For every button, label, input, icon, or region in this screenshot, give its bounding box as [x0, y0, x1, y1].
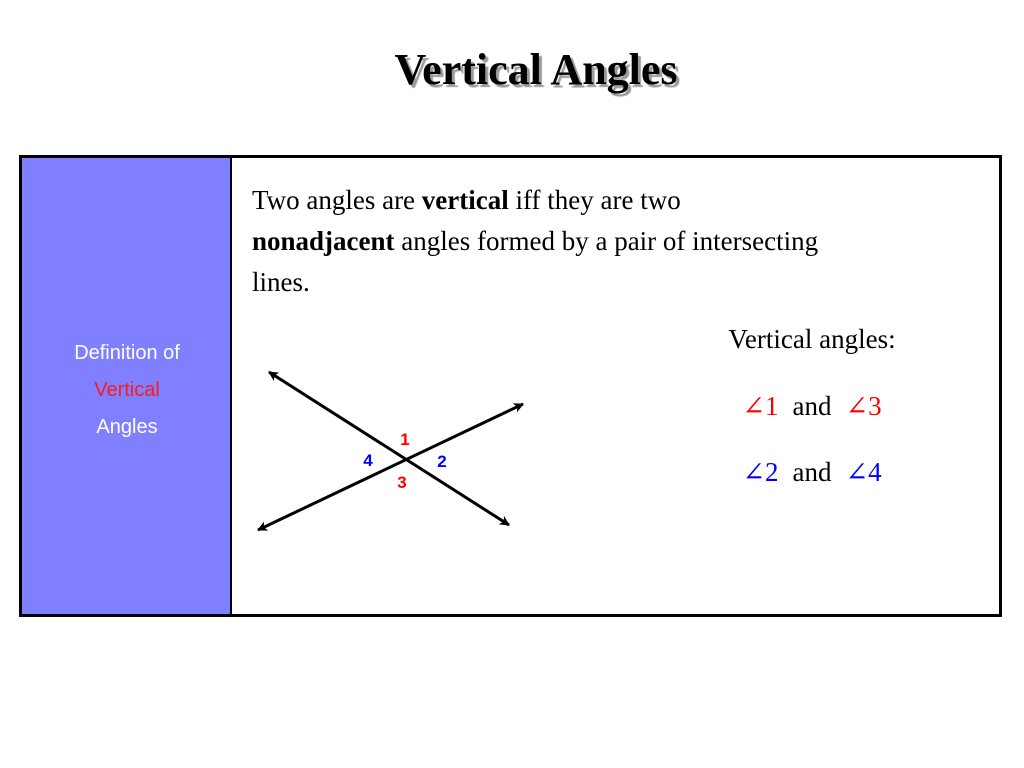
angle-label-3: 3 [397, 473, 407, 492]
angle-symbol-icon: ∠ [845, 457, 869, 487]
angle-label-1: 1 [400, 430, 410, 449]
pair-2-first: 2 [765, 457, 779, 487]
definition-bold-vertical: vertical [421, 185, 509, 215]
pair-1-second: 3 [868, 391, 882, 421]
vertical-pair-1 [662, 391, 962, 422]
term-line-3: Angles [96, 416, 158, 438]
definition-part-1: Two angles are [252, 185, 422, 215]
slide-title: Vertical Angles [394, 45, 678, 94]
definition-table [19, 155, 1002, 617]
angle-label-2: 2 [437, 452, 447, 471]
intersecting-lines-diagram [22, 158, 999, 614]
definition-bold-nonadjacent: nonadjacent [252, 226, 395, 256]
angle-symbol-icon: ∠ [742, 457, 765, 487]
angle-label-4: 4 [363, 451, 373, 470]
angle-symbol-icon: ∠ [845, 391, 869, 421]
pair-2-connector: and [792, 457, 832, 487]
term-line-1: Definition of [74, 342, 180, 364]
term-word: Vertical [94, 379, 160, 401]
vertical-angles-heading: Vertical angles: [728, 324, 896, 354]
definition-part-3: angles formed by a pair of intersecting lines. [252, 226, 819, 297]
pair-1-first: 1 [765, 391, 779, 421]
definition-part-2: iff they are two [508, 185, 681, 215]
pair-1-connector: and [792, 391, 832, 421]
pair-2-second: 4 [868, 457, 882, 487]
line-b [258, 404, 523, 530]
vertical-pair-2 [662, 457, 962, 488]
line-a [269, 372, 509, 525]
angle-symbol-icon: ∠ [742, 391, 765, 421]
